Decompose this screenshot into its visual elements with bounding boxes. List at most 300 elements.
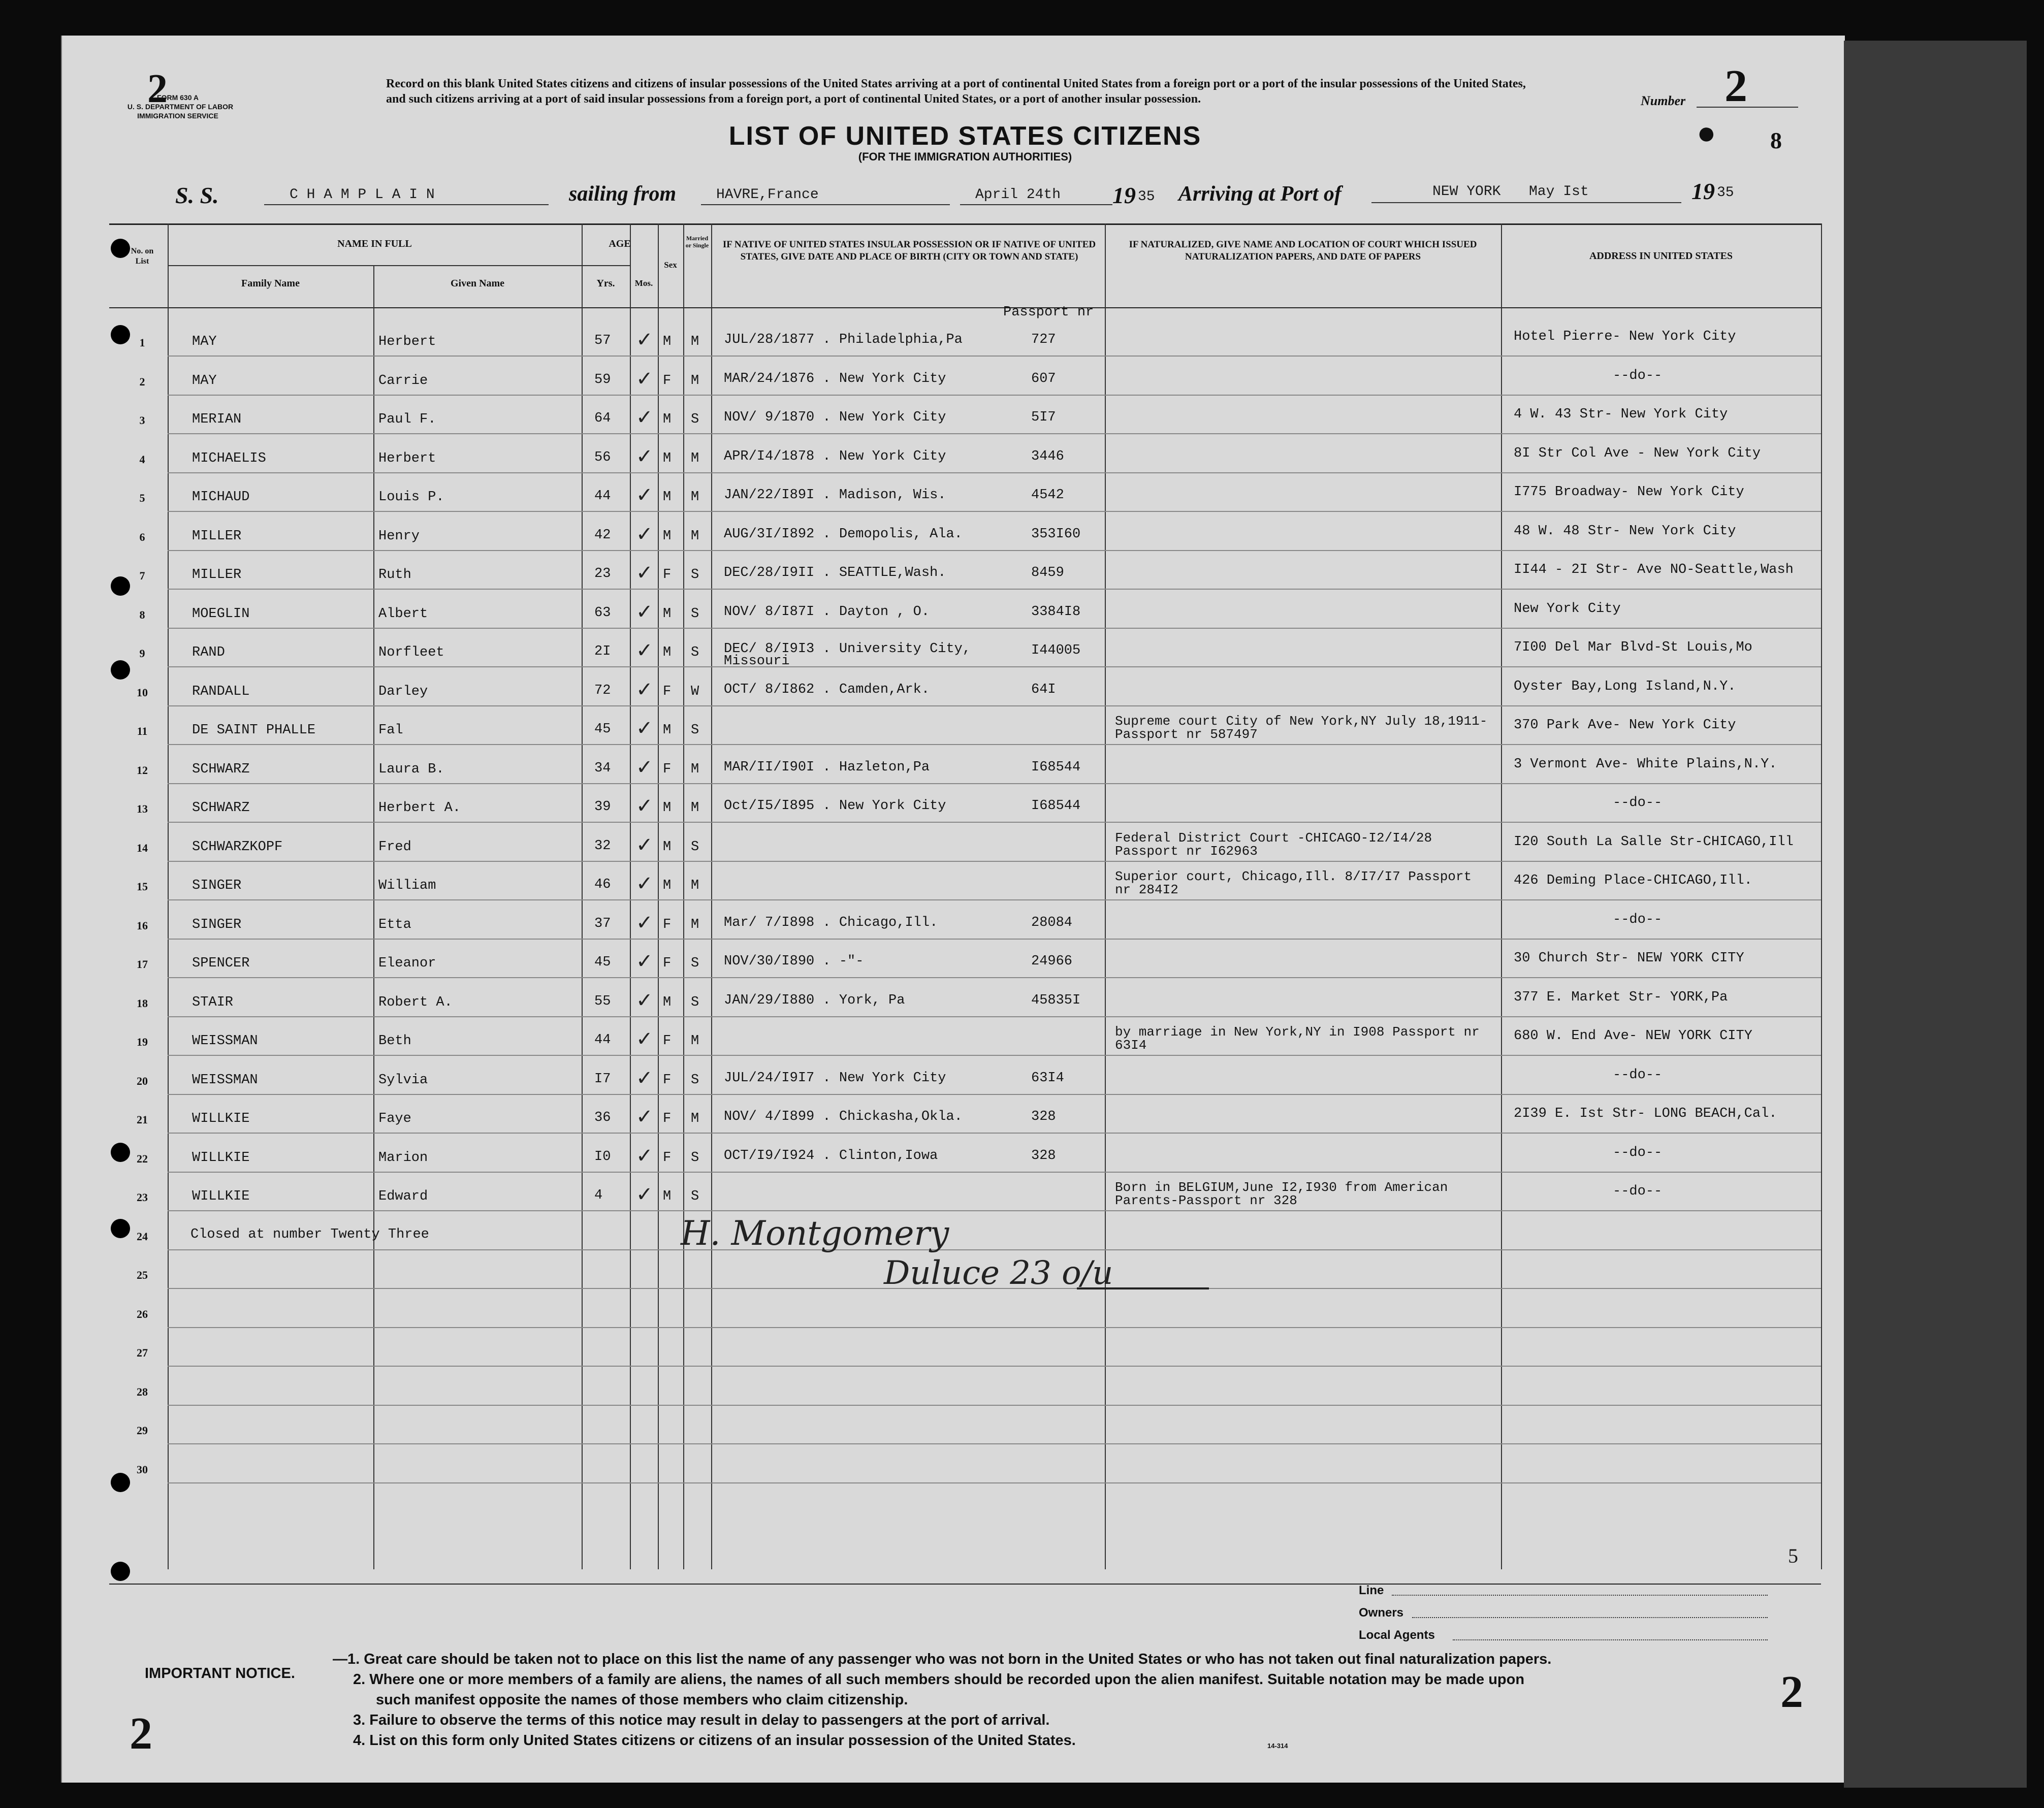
list-number: 2 [1724,61,1747,111]
sex: M [663,840,672,855]
row-rule [168,550,1821,551]
sex: M [663,800,672,816]
marital-status: W [691,684,699,699]
given-name: Ruth [378,567,411,583]
department-label: U. S. DEPARTMENT OF LABOR [127,103,234,111]
check-mark-icon: ✓ [636,328,653,351]
age-years: I7 [594,1072,611,1087]
arrival-underline [1371,202,1681,203]
marital-status: S [691,567,699,583]
passport-number: 8459 [1031,565,1064,580]
sex: M [663,723,672,738]
agents-field [1453,1639,1768,1640]
footer-divider [109,1584,1821,1585]
sex: M [663,995,672,1010]
row-number: 8 [139,608,145,621]
row-rule [168,783,1821,784]
row-rule [168,628,1821,629]
age-years: 23 [594,566,611,582]
owners-label: Owners [1359,1606,1404,1620]
row-rule [168,511,1821,512]
header-yrs: Yrs. [596,278,615,289]
sex: F [663,1150,672,1166]
row-rule [168,472,1821,473]
birth-date-place: NOV/ 8/I87I . Dayton , O. [724,604,930,620]
row-number: 21 [137,1113,148,1126]
form-code: 14-314 [1267,1742,1288,1750]
passport-number: 607 [1031,371,1056,386]
header-family-name: Family Name [241,278,300,289]
us-address: Hotel Pierre- New York City [1514,329,1736,344]
row-number: 20 [137,1075,148,1087]
age-years: 2I [594,644,611,659]
row-rule [168,1094,1821,1095]
col-divider [1501,223,1502,1569]
header-address: ADDRESS IN UNITED STATES [1589,250,1733,262]
age-years: 44 [594,489,611,504]
given-name: William [378,878,436,893]
birth-date-place: OCT/ 8/I862 . Camden,Ark. [724,682,930,697]
marital-status: M [691,1111,699,1126]
birth-date-place: NOV/30/I890 . -"- [724,954,864,969]
row-rule [168,589,1821,590]
family-name: SCHWARZ [192,762,250,777]
marital-status: M [691,529,699,544]
form-label: FORM 630 A [157,93,199,102]
age-years: 64 [594,411,611,426]
marital-status: M [691,373,699,389]
check-mark-icon: ✓ [636,406,653,429]
line-field [1392,1595,1768,1596]
age-years: 56 [594,450,611,465]
age-years: 4 [594,1188,603,1203]
us-address: I20 South La Salle Str-CHICAGO,Ill [1514,834,1794,850]
row-rule [168,977,1821,978]
col-divider [582,223,583,1569]
age-years: 45 [594,955,611,970]
row-number: 7 [139,569,145,582]
marital-status: S [691,606,699,622]
passport-number: 353I60 [1031,527,1081,542]
naturalization-info: by marriage in New York,NY in I908 Passport nr 63I4 [1115,1024,1480,1053]
row-rule [168,899,1821,900]
us-address: I775 Broadway- New York City [1514,485,1744,500]
sex: F [663,1034,672,1049]
us-address: 4 W. 43 Str- New York City [1514,407,1728,422]
from-underline [701,204,950,205]
marital-status: M [691,490,699,505]
passport-number: 3446 [1031,449,1064,464]
row-rule [168,1055,1821,1056]
birth-date-place: NOV/ 9/1870 . New York City [724,410,946,425]
row-number: 25 [137,1269,148,1281]
manifest-table [109,223,1821,1571]
check-mark-icon: ✓ [636,950,653,973]
marital-status: S [691,1150,699,1166]
given-name: Laura B. [378,762,444,777]
row-number: 10 [137,686,148,699]
row-rule [168,1482,1821,1483]
header-divider [109,307,1821,308]
header-naturalized: IF NATURALIZED, GIVE NAME AND LOCATION OF COURT WHICH ISSUED NATURALIZATION PAPERS, AND DATE OF PAPERS [1129,239,1477,262]
date-underline [960,204,1112,205]
given-name: Edward [378,1189,428,1204]
row-rule [168,1133,1821,1134]
family-name: WEISSMAN [192,1073,258,1088]
number-label: Number [1641,93,1686,108]
marital-status: S [691,840,699,855]
given-name: Fred [378,840,411,855]
sex: M [663,451,672,466]
ship-name: C H A M P L A I N [290,187,435,203]
col-divider [1821,223,1822,1569]
marital-status: S [691,645,699,660]
marital-status: S [691,1189,699,1204]
family-name: MAY [192,334,217,349]
passport-number: 63I4 [1031,1071,1064,1086]
given-name: Norfleet [378,645,444,660]
notice-item-1: —1. Great care should be taken not to place on this list the name of any passenger who was not born in the United States or who has not taken out final naturalization papers. [333,1651,1552,1667]
row-number: 27 [137,1346,148,1359]
given-name: Darley [378,684,428,699]
row-number: 28 [137,1385,148,1398]
passport-number: 328 [1031,1148,1056,1164]
marital-status: S [691,412,699,427]
agents-label: Local Agents [1359,1628,1435,1642]
notice-item-2: 2. Where one or more members of a family are aliens, the names of all such members should be recorded upon the alien manifest. Suitable notation may be made upon [353,1671,1525,1688]
corner-number: 2 [147,67,168,111]
important-notice-heading: IMPORTANT NOTICE. [145,1665,295,1682]
age-years: 39 [594,799,611,815]
age-years: 55 [594,994,611,1009]
col-divider [683,223,684,1569]
passport-number: 328 [1031,1109,1056,1124]
header-given-name: Given Name [450,278,505,289]
marital-status: M [691,762,699,777]
row-number: 16 [137,919,148,932]
row-number: 5 [139,492,145,504]
row-rule [168,1172,1821,1173]
row-rule [168,395,1821,396]
row-rule [168,1327,1821,1328]
sex: M [663,645,672,660]
row-number: 29 [137,1424,148,1437]
sex: F [663,1111,672,1126]
passport-number: 45835I [1031,993,1081,1008]
given-name: Paul F. [378,412,436,427]
naturalization-info: Born in BELGIUM,June I2,I930 from American Parents-Passport nr 328 [1115,1180,1448,1208]
age-years: 57 [594,333,611,348]
row-rule [168,1210,1821,1211]
passport-number: I68544 [1031,798,1081,814]
age-years: 34 [594,761,611,776]
us-address: 7I00 Del Mar Blvd-St Louis,Mo [1514,640,1752,655]
row-number: 14 [137,842,148,854]
col-divider [711,223,712,1569]
passport-number: 5I7 [1031,410,1056,425]
passport-number: 3384I8 [1031,604,1081,620]
notice-item-4: 4. List on this form only United States citizens or citizens of an insular possession of the United States. [353,1732,1076,1749]
page-subtitle: (FOR THE IMMIGRATION AUTHORITIES) [858,150,1072,163]
row-rule [168,1366,1821,1367]
check-mark-icon: ✓ [636,639,653,662]
row-rule [168,822,1821,823]
passport-number: 727 [1031,332,1056,347]
age-years: 45 [594,722,611,737]
header-age: AGE [609,238,631,249]
family-name: WILLKIE [192,1189,250,1204]
ship-underline [264,204,549,205]
check-mark-icon: ✓ [636,1144,653,1168]
us-address: --do-- [1613,795,1663,811]
birth-date-place: JAN/29/I880 . York, Pa [724,993,905,1008]
marital-status: S [691,995,699,1010]
page-title: LIST OF UNITED STATES CITIZENS [728,121,1202,151]
col-divider [658,223,659,1569]
row-rule [168,1249,1821,1250]
check-mark-icon: ✓ [636,717,653,740]
scan-margin [1844,41,2027,1788]
from-port: HAVRE,France [716,187,819,203]
given-name: Henry [378,529,420,544]
check-mark-icon: ✓ [636,1183,653,1206]
sex: F [663,917,672,932]
sex: M [663,606,672,622]
row-number: 11 [137,725,148,737]
us-address: 48 W. 48 Str- New York City [1514,524,1736,539]
given-name: Louis P. [378,490,444,505]
age-years: 37 [594,916,611,931]
given-name: Eleanor [378,956,436,971]
us-address: 3 Vermont Ave- White Plains,N.Y. [1514,757,1777,772]
family-name: MICHAELIS [192,451,266,466]
row-rule [168,861,1821,862]
col-divider [630,223,631,1569]
us-address: --do-- [1613,1145,1663,1160]
family-name: MOEGLIN [192,606,250,622]
birth-date-place: Mar/ 7/I898 . Chicago,Ill. [724,915,938,930]
row-rule [168,433,1821,434]
passport-number: 64I [1031,682,1056,697]
header-sex: Sex [664,260,677,270]
us-address: II44 - 2I Str- Ave NO-Seattle,Wash [1514,562,1794,577]
birth-date-place: MAR/II/I90I . Hazleton,Pa [724,760,930,775]
family-name: WILLKIE [192,1150,250,1166]
sheet-mark: ● [1697,115,1716,151]
birth-date-place: NOV/ 4/I899 . Chickasha,Okla. [724,1109,963,1124]
us-address: 680 W. End Ave- NEW YORK CITY [1514,1028,1752,1044]
passport-number: 24966 [1031,954,1073,969]
service-label: IMMIGRATION SERVICE [137,112,218,120]
family-name: MILLER [192,529,242,544]
us-address: 30 Church Str- NEW YORK CITY [1514,951,1744,966]
naturalization-info: Superior court, Chicago,Ill. 8/I7/I7 Passport nr 284I2 [1115,869,1472,897]
age-years: 46 [594,877,611,892]
ss-label: S. S. [175,182,219,208]
age-years: 63 [594,605,611,621]
check-mark-icon: ✓ [636,872,653,895]
owners-field [1412,1617,1768,1618]
row-number: 17 [137,958,148,971]
naturalization-info: Federal District Court -CHICAGO-I2/I4/28 Passport nr I62963 [1115,830,1432,859]
row-rule [168,1405,1821,1406]
row-number: 30 [137,1463,148,1476]
marital-status: S [691,956,699,971]
sex: F [663,956,672,971]
check-mark-icon: ✓ [636,1027,653,1051]
passport-number: 28084 [1031,915,1073,930]
row-number: 12 [137,764,148,777]
row-number: 13 [137,802,148,815]
age-years: 42 [594,528,611,543]
birth-date-place: Oct/I5/I895 . New York City [724,798,946,814]
row-rule [168,939,1821,940]
us-address: --do-- [1613,368,1663,383]
row-number: 26 [137,1308,148,1320]
sail-year: 35 [1138,189,1155,205]
family-name: SINGER [192,878,242,893]
check-mark-icon: ✓ [636,678,653,701]
row-rule [168,1016,1821,1017]
sex: M [663,1189,672,1204]
family-name: RANDALL [192,684,250,699]
row-rule [168,666,1821,667]
col-divider [1105,223,1106,1569]
family-name: MICHAUD [192,490,250,505]
us-address: Oyster Bay,Long Island,N.Y. [1514,679,1736,694]
birth-date-place: MAR/24/1876 . New York City [724,371,946,386]
birth-date-place: DEC/28/I9II . SEATTLE,Wash. [724,565,946,580]
sex: F [663,373,672,389]
us-address: 377 E. Market Str- YORK,Pa [1514,990,1728,1005]
row-number: 6 [139,531,145,543]
sex: M [663,878,672,893]
family-name: SPENCER [192,956,250,971]
header-married-single: Married or Single [685,235,709,249]
age-years: 72 [594,683,611,698]
family-name: DE SAINT PHALLE [192,723,316,738]
given-name: Robert A. [378,995,453,1010]
age-years: 44 [594,1032,611,1048]
sex: M [663,334,672,349]
header-no-on-list: No. on List [131,247,154,266]
marital-status: M [691,878,699,893]
marital-status: M [691,917,699,932]
us-address: 426 Deming Place-CHICAGO,Ill. [1514,873,1752,888]
arrival-year-prefix: 19 [1691,178,1715,204]
marital-status: M [691,1034,699,1049]
header-mos: Mos. [634,278,653,288]
marital-status: M [691,451,699,466]
sail-date: April 24th [975,187,1061,203]
birth-date-place: APR/I4/1878 . New York City [724,449,946,464]
row-number: 22 [137,1152,148,1165]
us-address: --do-- [1613,912,1663,927]
check-mark-icon: ✓ [636,1067,653,1090]
notice-item-2-cont: such manifest opposite the names of those members who claim citizenship. [376,1692,908,1708]
given-name: Fal [378,723,403,738]
given-name: Herbert [378,451,436,466]
sub-header-divider [168,265,630,266]
instruction-notice: Record on this blank United States citizens and citizens of insular possessions of the United States arriving at a port of continental United States from a foreign port or a port of the insular possessions of the United States, and such citizens arriving at a port of said insular possessions from a foreign port, a port of continental United States, or a port of another insular possession. [386,77,1526,106]
header-name-in-full: NAME IN FULL [337,238,412,249]
sex: M [663,529,672,544]
sex: F [663,684,672,699]
us-address: 2I39 E. Ist Str- LONG BEACH,Cal. [1514,1106,1777,1121]
us-address: New York City [1514,601,1621,617]
sheet-number: 8 [1770,127,1782,153]
row-number: 9 [139,647,145,660]
col-divider [168,223,169,1569]
row-number: 1 [139,336,145,349]
age-years: 59 [594,372,611,388]
passport-number: I68544 [1031,760,1081,775]
row-number: 2 [139,375,145,388]
footer-corner-right: 2 [1780,1667,1803,1717]
us-address: --do-- [1613,1068,1663,1083]
marital-status: S [691,1073,699,1088]
given-name: Sylvia [378,1073,428,1088]
given-name: Etta [378,917,411,932]
year-prefix: 19 [1112,182,1136,208]
sex: F [663,567,672,583]
birth-date-place: DEC/ 8/I9I3 . University City, Missouri [724,641,971,669]
row-number: 15 [137,880,148,893]
check-mark-icon: ✓ [636,367,653,391]
birth-date-place: JUL/24/I9I7 . New York City [724,1071,946,1086]
sex: M [663,412,672,427]
row-rule [168,356,1821,357]
family-name: SCHWARZ [192,800,250,816]
naturalization-info: Supreme court City of New York,NY July 18,1911- Passport nr 587497 [1115,714,1488,742]
given-name: Albert [378,606,428,622]
check-mark-icon: ✓ [636,483,653,507]
family-name: SCHWARZKOPF [192,840,283,855]
page-mark: 5 [1788,1544,1798,1567]
sex: M [663,490,672,505]
footer-corner-left: 2 [130,1708,152,1759]
arrival-date: May Ist [1529,184,1589,200]
family-name: WEISSMAN [192,1034,258,1049]
family-name: MAY [192,373,217,389]
check-mark-icon: ✓ [636,911,653,934]
total-underline [1077,1287,1209,1289]
age-years: 36 [594,1110,611,1125]
birth-date-place: OCT/I9/I924 . Clinton,Iowa [724,1148,938,1164]
given-name: Faye [378,1111,411,1126]
check-mark-icon: ✓ [636,600,653,624]
check-mark-icon: ✓ [636,523,653,546]
family-name: SINGER [192,917,242,932]
row-rule [168,705,1821,706]
passport-number: 4542 [1031,488,1064,503]
row-number: 23 [137,1191,148,1204]
row-number: 18 [137,997,148,1010]
line-label: Line [1359,1584,1384,1597]
given-name: Herbert [378,334,436,349]
sex: F [663,762,672,777]
marital-status: M [691,800,699,816]
header-native: IF NATIVE OF UNITED STATES INSULAR POSSESSION OR IF NATIVE OF UNITED STATES, GIVE DATE AND PLACE OF BIRTH (CITY OR TOWN AND STATE) [722,239,1096,262]
given-name: Carrie [378,373,428,389]
closing-note: Closed at number Twenty Three [190,1227,429,1242]
col-divider [373,265,374,1569]
given-name: Marion [378,1150,428,1166]
family-name: WILLKIE [192,1111,250,1126]
row-number: 4 [139,453,145,466]
birth-date-place: JUL/28/1877 . Philadelphia,Pa [724,332,963,347]
signature: H. Montgomery [681,1214,949,1253]
